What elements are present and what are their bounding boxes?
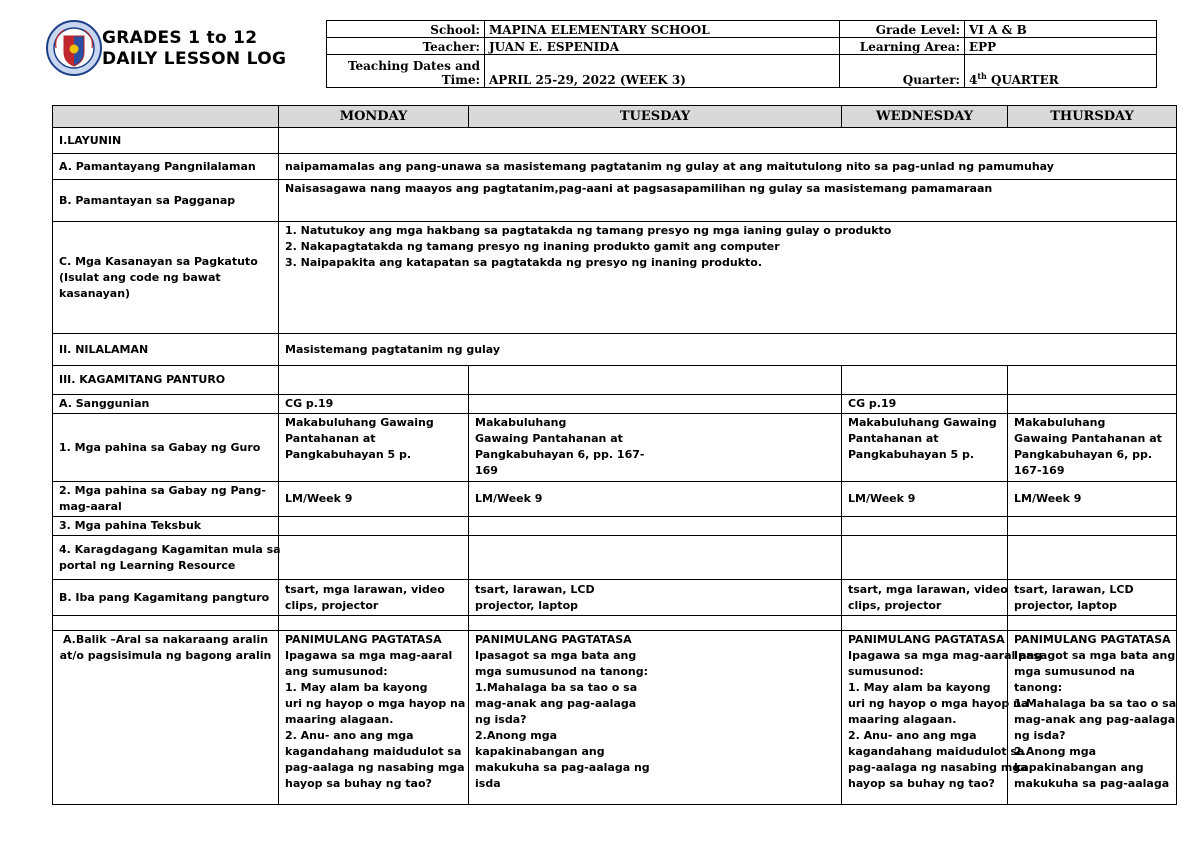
cell-line: clips, projector (285, 598, 379, 612)
teksbuk-cell (1008, 517, 1177, 536)
cell-line: kapakinabangan ang (1014, 761, 1144, 774)
dates-label (327, 55, 485, 88)
kagamitan-cell (842, 366, 1008, 395)
sanggunian-label: A. Sanggunian (53, 395, 279, 414)
guro-tuesday (469, 414, 842, 482)
cell-line: sumusunod: (848, 665, 924, 678)
cell-line: pag-aalaga ng nasabing mga (848, 761, 1028, 774)
karagdagang-cell (279, 536, 469, 580)
balik-thursday (1008, 631, 1177, 805)
cell-line: 1.Mahalaga ba sa tao o sa (1014, 697, 1177, 710)
kasanayan-label-line: kasanayan) (59, 286, 131, 300)
cell-line: Ipasagot sa mga bata ang (1014, 649, 1176, 662)
sanggunian-tuesday (469, 395, 842, 414)
cell-line: Makabuluhang Gawaing (285, 416, 434, 429)
document-title (102, 28, 286, 70)
title-line-2: DAILY LESSON LOG (102, 49, 287, 69)
cell-line: tanong: (1014, 681, 1063, 694)
cell-line: Makabuluhang Gawaing (848, 416, 997, 429)
day-header-tuesday: TUESDAY (469, 106, 842, 128)
iba-tuesday (469, 580, 842, 616)
cell-line: 1. May alam ba kayong (848, 681, 991, 694)
cell-line: 2. Anu- ano ang mga (285, 729, 414, 742)
iba-wednesday (842, 580, 1008, 616)
balik-tuesday (469, 631, 842, 805)
cell-line: ang sumusunod: (285, 665, 388, 678)
kagamitan-cell (469, 366, 842, 395)
area-value: EPP (965, 38, 1157, 55)
pagganap-label: B. Pamantayan sa Pagganap (53, 180, 279, 222)
magaaral-thursday: LM/Week 9 (1008, 482, 1177, 517)
spacer-cell (469, 616, 842, 631)
cell-line: uri ng hayop o mga hayop na (285, 697, 466, 710)
teksbuk-cell (469, 517, 842, 536)
sanggunian-wednesday: CG p.19 (842, 395, 1008, 414)
cell-line: uri ng hayop o mga hayop na (848, 697, 1029, 710)
title-line-1: GRADES 1 to 12 (102, 28, 258, 48)
dates-label-line-2: Time: (441, 73, 480, 87)
cell-line: tsart, mga larawan, video (848, 582, 1008, 596)
sanggunian-thursday (1008, 395, 1177, 414)
cell-line: mag-anak ang pag-aalaga (475, 697, 637, 710)
sanggunian-monday: CG p.19 (279, 395, 469, 414)
cell-line: 2.Anong mga (1014, 745, 1097, 758)
cell-line: Makabuluhang (475, 416, 567, 429)
kasanayan-item: 1. Natutukoy ang mga hakbang sa pagtatakda ng tamang presyo ng mga ianing gulay o produkto (285, 224, 892, 237)
teksbuk-cell (279, 517, 469, 536)
pangnilalaman-label: A. Pamantayang Pangnilalaman (53, 154, 279, 180)
kasanayan-item: 3. Naipapakita ang katapatan sa pagtatakda ng presyo ng inaning produkto. (285, 256, 763, 269)
magaaral-label-line: mag-aaral (59, 500, 122, 513)
spacer-cell (1008, 616, 1177, 631)
cell-line: maaring alagaan. (285, 713, 394, 726)
cell-line: ng isda? (475, 713, 527, 726)
guro-monday (279, 414, 469, 482)
teksbuk-cell (842, 517, 1008, 536)
day-header-wednesday: WEDNESDAY (842, 106, 1008, 128)
karagdagang-label-line: 4. Karagdagang Kagamitan mula sa (59, 542, 281, 556)
kagamitan-label: III. KAGAMITANG PANTURO (53, 366, 279, 395)
iba-monday (279, 580, 469, 616)
cell-line: Pangkabuhayan 6, pp. (1014, 448, 1153, 461)
cell-line: hayop sa buhay ng tao? (848, 777, 995, 790)
pagganap-value: Naisasagawa nang maayos ang pagtatanim,pag-aani at pagsasapamilihan ng gulay sa masistemang pamamaraan (279, 180, 1177, 222)
quarter-label: Quarter: (840, 55, 965, 88)
cell-line: kapakinabangan ang (475, 745, 605, 758)
cell-line: 2.Anong mga (475, 729, 558, 742)
teacher-value: JUAN E. ESPENIDA (485, 38, 840, 55)
cell-line: hayop sa buhay ng tao? (285, 777, 432, 790)
cell-line: Ipagawa sa mga mag-aaral (285, 649, 453, 662)
kasanayan-label-line: (Isulat ang code ng bawat (59, 270, 221, 284)
guro-thursday (1008, 414, 1177, 482)
kagamitan-cell (279, 366, 469, 395)
kasanayan-value (279, 222, 1177, 334)
kasanayan-label-line: C. Mga Kasanayan sa Pagkatuto (59, 254, 258, 268)
cell-line: clips, projector (848, 598, 942, 612)
iba-label: B. Iba pang Kagamitang pangturo (53, 580, 279, 616)
cell-line: Pangkabuhayan 6, pp. 167- (475, 448, 645, 461)
karagdagang-cell (842, 536, 1008, 580)
cell-line: maaring alagaan. (848, 713, 957, 726)
karagdagang-label (53, 536, 279, 580)
cell-line: Ipagawa sa mga mag-aaral ang (848, 649, 1043, 662)
cell-line: Pantahanan at (848, 432, 939, 445)
cell-line: tsart, mga larawan, video (285, 582, 445, 596)
cell-line: ng isda? (1014, 729, 1066, 742)
cell-line: 1. May alam ba kayong (285, 681, 428, 694)
school-value: MAPINA ELEMENTARY SCHOOL (485, 21, 840, 38)
area-label: Learning Area: (840, 38, 965, 55)
cell-line: 2. Anu- ano ang mga (848, 729, 977, 742)
pangnilalaman-value: naipamamalas ang pang-unawa sa masistemang pagtatanim ng gulay at ang maitutulong nito sa pag-unlad ng pamumuhay (279, 154, 1177, 180)
cell-line: mag-anak ang pag-aalaga (1014, 713, 1176, 726)
kasanayan-label (53, 222, 279, 334)
cell-line: PANIMULANG PAGTATASA (1014, 633, 1171, 646)
cell-line: makukuha sa pag-aalaga (1014, 777, 1170, 790)
cell-line: mga sumusunod na (1014, 665, 1135, 678)
spacer-cell (279, 616, 469, 631)
dates-value: APRIL 25-29, 2022 (WEEK 3) (485, 55, 840, 88)
cell-line: PANIMULANG PAGTATASA (285, 633, 442, 646)
kasanayan-item: 2. Nakapagtatakda ng tamang presyo ng inaning produkto gamit ang computer (285, 240, 780, 253)
day-header-monday: MONDAY (279, 106, 469, 128)
magaaral-label (53, 482, 279, 517)
cell-line: PANIMULANG PAGTATASA (475, 633, 632, 646)
magaaral-wednesday: LM/Week 9 (842, 482, 1008, 517)
magaaral-tuesday: LM/Week 9 (469, 482, 842, 517)
layunin-label: I.LAYUNIN (53, 128, 279, 154)
day-header-thursday: THURSDAY (1008, 106, 1177, 128)
guro-wednesday (842, 414, 1008, 482)
nilalaman-value: Masistemang pagtatanim ng gulay (279, 334, 1177, 366)
cell-line: kagandahang maidudulot sa (285, 745, 462, 758)
magaaral-monday: LM/Week 9 (279, 482, 469, 517)
cell-line: PANIMULANG PAGTATASA (848, 633, 1005, 646)
header-info-table (326, 20, 1157, 88)
karagdagang-label-line: portal ng Learning Resource (59, 558, 236, 572)
quarter-value: 4th QUARTER (965, 55, 1157, 88)
spacer-cell (53, 616, 279, 631)
cell-line: Pantahanan at (285, 432, 376, 445)
teacher-label: Teacher: (327, 38, 485, 55)
school-label: School: (327, 21, 485, 38)
balik-label-line: A.Balik –Aral sa nakaraang aralin (62, 633, 269, 646)
cell-line: tsart, larawan, LCD (475, 582, 595, 596)
teksbuk-label: 3. Mga pahina Teksbuk (53, 517, 279, 536)
nilalaman-label: II. NILALAMAN (53, 334, 279, 366)
corner-cell (53, 106, 279, 128)
cell-line: mga sumusunod na tanong: (475, 665, 648, 678)
karagdagang-cell (1008, 536, 1177, 580)
cell-line: kagandahang maidudulot sa (848, 745, 1025, 758)
cell-line: 169 (475, 464, 498, 477)
cell-line: 167-169 (1014, 464, 1065, 477)
grade-value: VI A & B (965, 21, 1157, 38)
cell-line: projector, laptop (475, 598, 578, 612)
cell-line: tsart, larawan, LCD (1014, 582, 1134, 596)
cell-line: isda (475, 777, 501, 790)
deped-seal-logo (46, 20, 102, 76)
cell-line: Gawaing Pantahanan at (475, 432, 623, 445)
cell-line: makukuha sa pag-aalaga ng (475, 761, 650, 774)
cell-line: 1.Mahalaga ba sa tao o sa (475, 681, 638, 694)
cell-line: Makabuluhang (1014, 416, 1106, 429)
guro-label: 1. Mga pahina sa Gabay ng Guro (53, 414, 279, 482)
kagamitan-cell (1008, 366, 1177, 395)
magaaral-label-line: 2. Mga pahina sa Gabay ng Pang- (59, 484, 266, 497)
balik-label-line: at/o pagsisimula ng bagong aralin (59, 649, 272, 662)
karagdagang-cell (469, 536, 842, 580)
spacer-cell (842, 616, 1008, 631)
cell-line: Pangkabuhayan 5 p. (848, 448, 975, 461)
cell-line: Pangkabuhayan 5 p. (285, 448, 412, 461)
balik-monday (279, 631, 469, 805)
lesson-log-table (52, 105, 1177, 805)
layunin-cell (279, 128, 1177, 154)
dates-label-line-1: Teaching Dates and (347, 59, 480, 73)
cell-line: projector, laptop (1014, 598, 1117, 612)
iba-thursday (1008, 580, 1177, 616)
grade-label: Grade Level: (840, 21, 965, 38)
cell-line: pag-aalaga ng nasabing mga (285, 761, 465, 774)
cell-line: Gawaing Pantahanan at (1014, 432, 1162, 445)
cell-line: Ipasagot sa mga bata ang (475, 649, 637, 662)
balik-label (53, 631, 279, 805)
